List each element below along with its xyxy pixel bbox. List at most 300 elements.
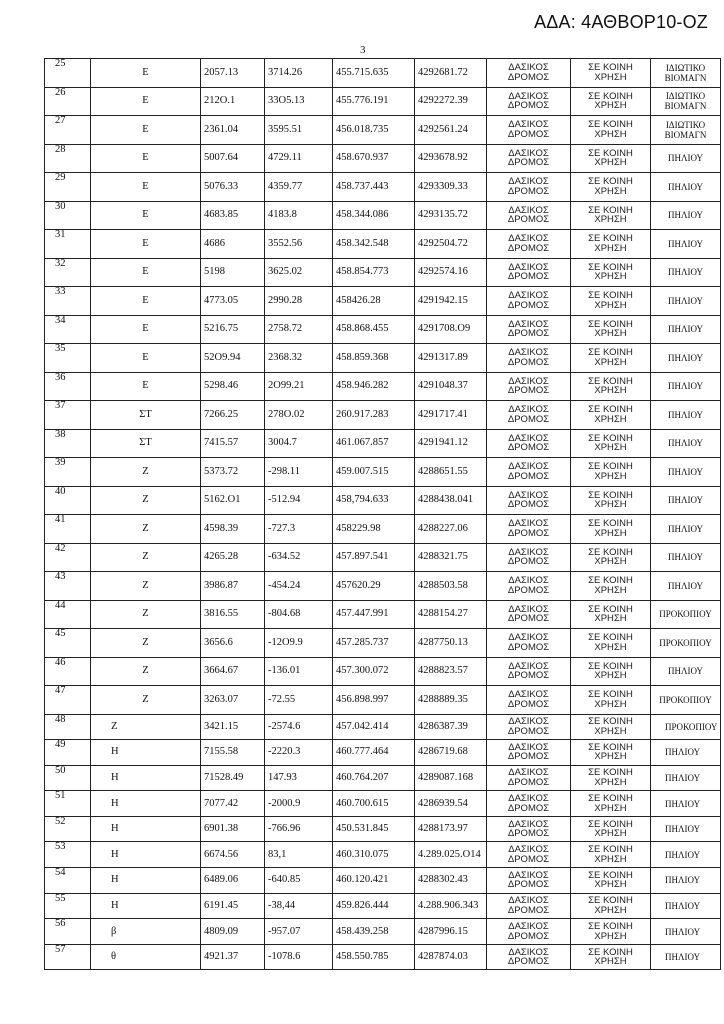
road-type-cell: [487, 230, 571, 259]
usage-line2: ΧΡΗΣΗ: [594, 527, 627, 539]
usage-cell: [571, 714, 651, 740]
row-number-cell: [45, 201, 91, 230]
road-type-cell: [487, 258, 571, 287]
road-type-line1: ΔΑΣΙΚΟΣ: [508, 895, 549, 907]
x-coord-cell: [333, 116, 415, 145]
row-number: 40: [55, 486, 66, 497]
x-coordinate: 458229.98: [336, 522, 381, 534]
road-type-cell: [487, 486, 571, 515]
section-letter: Ζ: [142, 551, 149, 563]
owner-cell: [651, 714, 721, 740]
x-coordinate: 456.898.997: [336, 693, 389, 705]
usage-cell: [571, 258, 651, 287]
x-coordinate: 457.897.541: [336, 551, 389, 563]
section-letter: Η: [111, 874, 119, 886]
usage-cell: [571, 657, 651, 686]
section-cell: [91, 515, 201, 544]
section-letter: Ε: [142, 380, 149, 392]
value-b: -957.07: [268, 925, 301, 937]
y-coordinate: 4288321.75: [418, 551, 468, 563]
page-number: 3: [360, 44, 366, 56]
x-coordinate: 460.764.207: [336, 771, 389, 783]
value-a-cell: [201, 765, 265, 791]
y-coord-cell: [415, 629, 487, 658]
section-letter: Ε: [142, 323, 149, 335]
section-cell: [91, 657, 201, 686]
row-number: 39: [55, 457, 66, 468]
value-b-cell: [265, 458, 333, 487]
owner-cell: [651, 893, 721, 919]
value-a: 5298.46: [204, 380, 239, 392]
value-a: 3816.55: [204, 608, 239, 620]
section-letter: Η: [111, 746, 119, 758]
row-number-cell: [45, 401, 91, 430]
row-number: 56: [55, 918, 66, 930]
row-number: 44: [55, 600, 66, 611]
row-number-cell: [45, 740, 91, 766]
usage-line1: ΣΕ ΚΟΙΝΗ: [588, 347, 633, 359]
owner-cell: [651, 740, 721, 766]
value-b-cell: [265, 201, 333, 230]
row-number: 53: [55, 841, 66, 853]
value-b-cell: [265, 429, 333, 458]
x-coord-cell: [333, 893, 415, 919]
usage-cell: [571, 173, 651, 202]
section-cell: [91, 944, 201, 970]
x-coordinate: 458.342.548: [336, 237, 389, 249]
value-a: 7155.58: [204, 746, 239, 758]
usage-line2: ΧΡΗΣΗ: [594, 828, 627, 840]
value-b: -38,44: [268, 899, 296, 911]
value-a-cell: [201, 173, 265, 202]
road-type-line2: ΔΡΟΜΟΣ: [507, 698, 550, 710]
value-a-cell: [201, 287, 265, 316]
x-coordinate: 458.737.443: [336, 180, 389, 192]
road-type-line1: ΔΑΣΙΚΟΣ: [508, 716, 549, 728]
usage-line1: ΣΕ ΚΟΙΝΗ: [588, 204, 633, 216]
usage-cell: [571, 344, 651, 373]
usage-line1: ΣΕ ΚΟΙΝΗ: [588, 375, 633, 387]
section-cell: [91, 429, 201, 458]
value-b: 2O99.21: [268, 380, 305, 392]
section-letter: Η: [111, 771, 119, 783]
section-cell: [91, 816, 201, 842]
usage-line2: ΧΡΗΣΗ: [594, 956, 627, 968]
value-a: 2361.04: [204, 123, 239, 135]
value-b: -298.11: [268, 465, 300, 477]
road-type-line2: ΔΡΟΜΟΣ: [507, 128, 550, 140]
road-type-line1: ΔΑΣΙΚΟΣ: [508, 489, 549, 501]
table-row: [45, 230, 721, 259]
road-type-line1: ΔΑΣΙΚΟΣ: [508, 741, 549, 753]
value-a: 4809.09: [204, 925, 239, 937]
section-letter: Ζ: [142, 608, 149, 620]
y-coordinate: 4288173.97: [418, 823, 468, 835]
road-type-line2: ΔΡΟΜΟΣ: [507, 385, 550, 397]
table-row: [45, 144, 721, 173]
value-a-cell: [201, 344, 265, 373]
owner-line1: ΠΗΛΙΟΥ: [665, 952, 701, 963]
usage-line1: ΣΕ ΚΟΙΝΗ: [588, 62, 633, 74]
value-b: -634.52: [268, 551, 301, 563]
value-a: 7415.57: [204, 437, 239, 449]
x-coordinate: 458426.28: [336, 294, 381, 306]
road-type-cell: [487, 919, 571, 945]
value-a-cell: [201, 893, 265, 919]
row-number-cell: [45, 686, 91, 715]
section-cell: [91, 572, 201, 601]
owner-line1: ΠΗΛΙΟΥ: [665, 747, 701, 758]
x-coord-cell: [333, 816, 415, 842]
road-type-line1: ΔΑΣΙΚΟΣ: [508, 660, 549, 672]
x-coordinate: 458.859.368: [336, 351, 389, 363]
y-coordinate: 4291942.15: [418, 294, 468, 306]
value-b: -727.3: [268, 522, 296, 534]
owner-line1: ΙΔΙΩΤΙΚΟ: [665, 119, 706, 130]
road-type-line2: ΔΡΟΜΟΣ: [507, 930, 550, 942]
value-a-cell: [201, 116, 265, 145]
section-letter: Ζ: [142, 494, 149, 506]
table-row: [45, 572, 721, 601]
section-letter: Ε: [142, 294, 149, 306]
y-coordinate: 4292574.16: [418, 266, 468, 278]
y-coordinate: 4286939.54: [418, 797, 468, 809]
owner-line1: ΠΗΛΙΟΥ: [667, 666, 704, 677]
x-coord-cell: [333, 765, 415, 791]
owner-cell: [651, 201, 721, 230]
y-coordinate: 4293678.92: [418, 152, 468, 164]
x-coordinate: 456.018.735: [336, 123, 389, 135]
x-coordinate: 459.007.515: [336, 465, 389, 477]
road-type-cell: [487, 868, 571, 894]
section-letter: β: [111, 925, 117, 937]
owner-cell: [651, 515, 721, 544]
owner-line1: ΠΗΛΙΟΥ: [667, 495, 704, 506]
value-a: 71528.49: [204, 771, 244, 783]
road-type-line2: ΔΡΟΜΟΣ: [507, 670, 550, 682]
road-type-cell: [487, 515, 571, 544]
x-coordinate: 457620.29: [336, 579, 381, 591]
owner-line1: ΠΗΛΙΟΥ: [667, 466, 704, 477]
y-coord-cell: [415, 657, 487, 686]
road-type-line2: ΔΡΟΜΟΣ: [507, 470, 550, 482]
owner-line1: ΠΗΛΙΟΥ: [667, 210, 704, 221]
row-number: 49: [55, 739, 66, 751]
table-row: [45, 686, 721, 715]
value-a: 4686: [204, 237, 225, 249]
owner-cell: [651, 842, 721, 868]
x-coord-cell: [333, 600, 415, 629]
value-a-cell: [201, 740, 265, 766]
value-b-cell: [265, 258, 333, 287]
row-number-cell: [45, 287, 91, 316]
section-cell: [91, 919, 201, 945]
value-b-cell: [265, 791, 333, 817]
usage-line1: ΣΕ ΚΟΙΝΗ: [588, 233, 633, 245]
road-type-line2: ΔΡΟΜΟΣ: [507, 904, 550, 916]
table-row: [45, 842, 721, 868]
usage-line1: ΣΕ ΚΟΙΝΗ: [588, 632, 633, 644]
value-b-cell: [265, 714, 333, 740]
row-number: 34: [55, 315, 66, 326]
section-letter: Η: [111, 899, 119, 911]
x-coordinate: 457.447.991: [336, 608, 389, 620]
y-coord-cell: [415, 401, 487, 430]
value-a: 3656.6: [204, 636, 233, 648]
value-a-cell: [201, 791, 265, 817]
table-row: [45, 59, 721, 88]
value-a-cell: [201, 686, 265, 715]
row-number-cell: [45, 173, 91, 202]
section-cell: [91, 144, 201, 173]
y-coord-cell: [415, 868, 487, 894]
x-coordinate: 455.776.191: [336, 95, 389, 107]
table-row: [45, 714, 721, 740]
road-type-line2: ΔΡΟΜΟΣ: [507, 641, 550, 653]
table-row: [45, 486, 721, 515]
road-type-line2: ΔΡΟΜΟΣ: [507, 956, 550, 968]
value-a: 5373.72: [204, 465, 239, 477]
y-coordinate: 4289087.168: [418, 771, 474, 783]
usage-line2: ΧΡΗΣΗ: [594, 613, 627, 625]
value-a-cell: [201, 372, 265, 401]
row-number: 26: [55, 87, 66, 98]
x-coord-cell: [333, 629, 415, 658]
value-a: 5162.O1: [204, 494, 241, 506]
y-coord-cell: [415, 543, 487, 572]
owner-cell: [651, 816, 721, 842]
value-b-cell: [265, 944, 333, 970]
section-cell: [91, 258, 201, 287]
table-row: [45, 372, 721, 401]
row-number: 32: [55, 258, 66, 269]
value-b-cell: [265, 686, 333, 715]
owner-line1: ΠΗΛΙΟΥ: [665, 772, 701, 783]
owner-line1: ΠΗΛΙΟΥ: [667, 580, 704, 591]
section-cell: [91, 87, 201, 116]
road-type-cell: [487, 740, 571, 766]
y-coordinate: 4293309.33: [418, 180, 468, 192]
row-number-cell: [45, 486, 91, 515]
road-type-line2: ΔΡΟΜΟΣ: [507, 879, 550, 891]
x-coordinate: 460.310.075: [336, 848, 389, 860]
road-type-line2: ΔΡΟΜΟΣ: [507, 556, 550, 568]
x-coordinate: 460.120.421: [336, 874, 389, 886]
y-coordinate: 4288823.57: [418, 665, 468, 677]
table-row: [45, 791, 721, 817]
owner-line1: ΠΗΛΙΟΥ: [667, 523, 704, 534]
value-a: 5007.64: [204, 152, 239, 164]
table-row: [45, 173, 721, 202]
usage-line1: ΣΕ ΚΟΙΝΗ: [588, 404, 633, 416]
owner-line2: ΒΙΟΜΑΓΝ: [664, 101, 707, 112]
road-type-line1: ΔΑΣΙΚΟΣ: [508, 767, 549, 779]
section-cell: [91, 201, 201, 230]
value-a: 6191.45: [204, 899, 239, 911]
x-coord-cell: [333, 944, 415, 970]
owner-line1: ΠΗΛΙΟΥ: [665, 926, 701, 937]
value-b: 4729.11: [268, 152, 302, 164]
y-coordinate: 4288651.55: [418, 465, 468, 477]
section-cell: [91, 486, 201, 515]
usage-line2: ΧΡΗΣΗ: [594, 71, 627, 83]
road-type-line1: ΔΑΣΙΚΟΣ: [508, 90, 549, 102]
road-type-line1: ΔΑΣΙΚΟΣ: [508, 290, 549, 302]
owner-cell: [651, 344, 721, 373]
road-type-line2: ΔΡΟΜΟΣ: [507, 499, 550, 511]
row-number: 50: [55, 765, 66, 776]
x-coordinate: 260.917.283: [336, 408, 389, 420]
road-type-line1: ΔΑΣΙΚΟΣ: [508, 793, 549, 805]
road-type-line1: ΔΑΣΙΚΟΣ: [508, 347, 549, 359]
y-coordinate: 4288154.27: [418, 608, 468, 620]
owner-cell: [651, 372, 721, 401]
table-row: [45, 116, 721, 145]
x-coord-cell: [333, 486, 415, 515]
row-number-cell: [45, 59, 91, 88]
x-coord-cell: [333, 173, 415, 202]
value-b-cell: [265, 842, 333, 868]
owner-cell: [651, 173, 721, 202]
y-coordinate: 4288227.06: [418, 522, 468, 534]
x-coord-cell: [333, 87, 415, 116]
row-number-cell: [45, 429, 91, 458]
section-letter: Η: [111, 848, 119, 860]
y-coord-cell: [415, 842, 487, 868]
value-a-cell: [201, 543, 265, 572]
row-number: 42: [55, 543, 66, 554]
section-letter: Η: [111, 797, 119, 809]
owner-cell: [651, 543, 721, 572]
road-type-cell: [487, 116, 571, 145]
owner-line1: ΙΔΙΩΤΙΚΟ: [665, 91, 706, 102]
row-number-cell: [45, 629, 91, 658]
value-b-cell: [265, 344, 333, 373]
value-b-cell: [265, 87, 333, 116]
value-b: -2000.9: [268, 797, 301, 809]
value-b: -1078.6: [268, 951, 301, 963]
usage-line1: ΣΕ ΚΟΙΝΗ: [588, 518, 633, 530]
row-number-cell: [45, 515, 91, 544]
road-type-line2: ΔΡΟΜΟΣ: [507, 71, 550, 83]
section-letter: Ζ: [142, 636, 149, 648]
section-letter: Ζ: [142, 465, 149, 477]
value-b-cell: [265, 144, 333, 173]
section-cell: [91, 686, 201, 715]
usage-cell: [571, 287, 651, 316]
usage-line2: ΧΡΗΣΗ: [594, 904, 627, 916]
value-a: 5076.33: [204, 180, 239, 192]
usage-line2: ΧΡΗΣΗ: [594, 556, 627, 568]
value-b-cell: [265, 893, 333, 919]
road-type-line2: ΔΡΟΜΟΣ: [507, 725, 550, 737]
usage-cell: [571, 116, 651, 145]
value-a: 52O9.94: [204, 351, 241, 363]
usage-line1: ΣΕ ΚΟΙΝΗ: [588, 689, 633, 701]
value-b-cell: [265, 816, 333, 842]
usage-line1: ΣΕ ΚΟΙΝΗ: [588, 818, 633, 830]
y-coord-cell: [415, 893, 487, 919]
row-number: 33: [55, 286, 66, 297]
y-coord-cell: [415, 944, 487, 970]
usage-cell: [571, 765, 651, 791]
road-type-cell: [487, 458, 571, 487]
value-a: 4598.39: [204, 522, 239, 534]
x-coord-cell: [333, 201, 415, 230]
usage-line1: ΣΕ ΚΟΙΝΗ: [588, 603, 633, 615]
y-coordinate: 4291708.O9: [418, 323, 471, 335]
x-coordinate: 458,794.633: [336, 494, 389, 506]
x-coord-cell: [333, 372, 415, 401]
y-coordinate: 4291941.12: [418, 437, 468, 449]
table-row: [45, 458, 721, 487]
usage-line1: ΣΕ ΚΟΙΝΗ: [588, 261, 633, 273]
road-type-line2: ΔΡΟΜΟΣ: [507, 776, 550, 788]
road-type-cell: [487, 173, 571, 202]
value-a: 4773.05: [204, 294, 239, 306]
road-type-line1: ΔΑΣΙΚΟΣ: [508, 375, 549, 387]
row-number: 47: [55, 685, 66, 696]
x-coord-cell: [333, 543, 415, 572]
y-coord-cell: [415, 919, 487, 945]
y-coordinate: 4293135.72: [418, 209, 468, 221]
row-number-cell: [45, 791, 91, 817]
owner-line1: ΠΗΛΙΟΥ: [665, 849, 701, 860]
table-row: [45, 287, 721, 316]
row-number: 30: [55, 201, 66, 212]
section-letter: Ζ: [142, 579, 149, 591]
x-coord-cell: [333, 842, 415, 868]
value-b: -640.85: [268, 874, 301, 886]
y-coord-cell: [415, 515, 487, 544]
value-b-cell: [265, 173, 333, 202]
x-coordinate: 450.531.845: [336, 823, 389, 835]
road-type-cell: [487, 629, 571, 658]
row-number: 35: [55, 343, 66, 354]
value-b-cell: [265, 740, 333, 766]
usage-line2: ΧΡΗΣΗ: [594, 242, 627, 254]
usage-cell: [571, 230, 651, 259]
owner-line1: ΠΗΛΙΟΥ: [667, 324, 704, 335]
value-b: 4183.8: [268, 209, 297, 221]
owner-line1: ΠΗΛΙΟΥ: [665, 824, 701, 835]
section-letter: θ: [111, 951, 117, 963]
row-number: 54: [55, 867, 66, 879]
y-coord-cell: [415, 486, 487, 515]
value-a: 6901.38: [204, 823, 239, 835]
table-row: [45, 893, 721, 919]
owner-cell: [651, 87, 721, 116]
y-coord-cell: [415, 686, 487, 715]
coordinates-table: [44, 58, 721, 970]
x-coord-cell: [333, 344, 415, 373]
usage-line1: ΣΕ ΚΟΙΝΗ: [588, 660, 633, 672]
owner-line1: ΠΡΟΚΟΠΙΟΥ: [659, 694, 712, 705]
y-coord-cell: [415, 230, 487, 259]
road-type-line2: ΔΡΟΜΟΣ: [507, 442, 550, 454]
value-b: -136.01: [268, 665, 301, 677]
value-a-cell: [201, 868, 265, 894]
road-type-line1: ΔΑΣΙΚΟΣ: [508, 689, 549, 701]
x-coordinate: 457.042.414: [336, 720, 389, 732]
usage-line2: ΧΡΗΣΗ: [594, 470, 627, 482]
section-cell: [91, 740, 201, 766]
owner-cell: [651, 944, 721, 970]
road-type-line1: ΔΑΣΙΚΟΣ: [508, 546, 549, 558]
usage-line2: ΧΡΗΣΗ: [594, 641, 627, 653]
usage-line1: ΣΕ ΚΟΙΝΗ: [588, 432, 633, 444]
y-coordinate: 4287750.13: [418, 636, 468, 648]
